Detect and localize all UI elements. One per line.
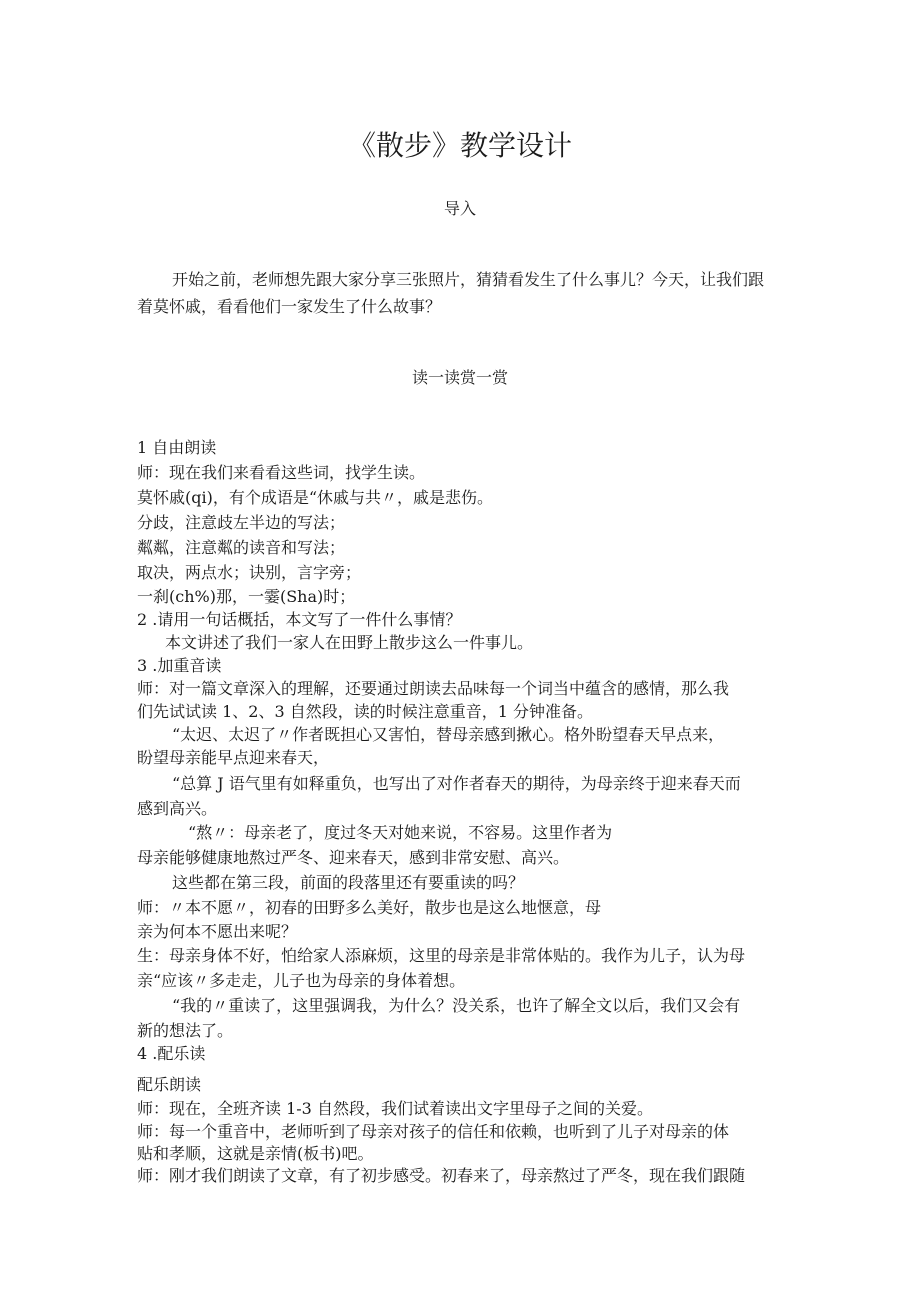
- body-line: 配乐朗读: [137, 1075, 202, 1094]
- body-line: 这些都在第三段，前面的段落里还有要重读的吗？: [172, 873, 525, 892]
- body-line: 生：母亲身体不好，怕给家人添麻烦，这里的母亲是非常体贴的。我作为儿子，认为母: [137, 946, 746, 965]
- body-line: 本文讲述了我们一家人在田野上散步这么一件事儿。: [165, 633, 534, 652]
- list-heading: 3 .加重音读: [137, 656, 222, 675]
- list-heading: 2 .请用一句话概括，本文写了一件什么事情？: [137, 610, 462, 629]
- body-line: 感到高兴。: [137, 799, 218, 818]
- document-title: 《散步》教学设计: [347, 129, 572, 162]
- section-heading-intro: 导入: [443, 199, 476, 218]
- body-line: “熬〃：母亲老了，度过冬天对她来说，不容易。这里作者为: [188, 823, 613, 842]
- body-line: 师：〃本不愿〃，初春的田野多么美好，散步也是这么地惬意，母: [137, 898, 602, 917]
- body-line: “总算 J 语气里有如释重负，也写出了对作者春天的期待，为母亲终于迎来春天而: [172, 774, 741, 793]
- body-line: 取决，两点水；诀别，言字旁；: [137, 563, 362, 582]
- body-line: 师：每一个重音中，老师听到了母亲对孩子的信任和依赖，也听到了儿子对母亲的体: [137, 1122, 730, 1141]
- body-line: 亲为何本不愿出来呢？: [137, 922, 298, 941]
- body-line: 贴和孝顺，这就是亲情(板书)吧。: [137, 1144, 374, 1163]
- body-line: 师：刚才我们朗读了文章，有了初步感受。初春来了，母亲熬过了严冬，现在我们跟随: [137, 1166, 746, 1185]
- body-line: 母亲能够健康地熬过严冬、迎来春天，感到非常安慰、高兴。: [137, 848, 570, 867]
- body-line: “太迟、太迟了〃作者既担心又害怕，替母亲感到揪心。格外盼望春天早点来，: [172, 725, 725, 744]
- body-line: 师：现在，全班齐读 1-3 自然段，我们试着读出文字里母子之间的关爱。: [137, 1099, 653, 1118]
- list-heading: 4 .配乐读: [137, 1044, 206, 1063]
- body-line: 粼粼，注意粼的读音和写法；: [137, 538, 346, 557]
- body-line: 亲“应该〃多走走，儿子也为母亲的身体着想。: [137, 971, 466, 990]
- section-heading-read: 读一读赏一赏: [411, 368, 508, 387]
- body-line: “我的〃重读了，这里强调我，为什么？没关系，也许了解全文以后，我们又会有: [172, 996, 741, 1015]
- body-line: 新的想法了。: [137, 1021, 234, 1040]
- body-line: 莫怀戚(qi)，有个成语是“休戚与共〃，戚是悲伤。: [137, 488, 494, 507]
- intro-paragraph-line: 着莫怀戚，看看他们一家发生了什么故事？: [137, 297, 442, 316]
- body-line: 师：现在我们来看看这些词，找学生读。: [137, 463, 426, 482]
- body-line: 一刹(ch%)那，一霎(Sha)时；: [137, 587, 356, 606]
- body-line: 师：对一篇文章深入的理解，还要通过朗读去品味每一个词当中蕴含的感情，那么我: [137, 679, 730, 698]
- body-line: 盼望母亲能早点迎来春天，: [137, 748, 330, 767]
- intro-paragraph-line: 开始之前，老师想先跟大家分享三张照片，猜猜看发生了什么事儿？今天，让我们跟: [172, 270, 765, 289]
- body-line: 们先试试读 1、2、3 自然段，读的时候注意重音，1 分钟准备。: [137, 702, 593, 721]
- list-heading: 1 自由朗读: [137, 438, 217, 457]
- body-line: 分歧，注意歧左半边的写法；: [137, 513, 346, 532]
